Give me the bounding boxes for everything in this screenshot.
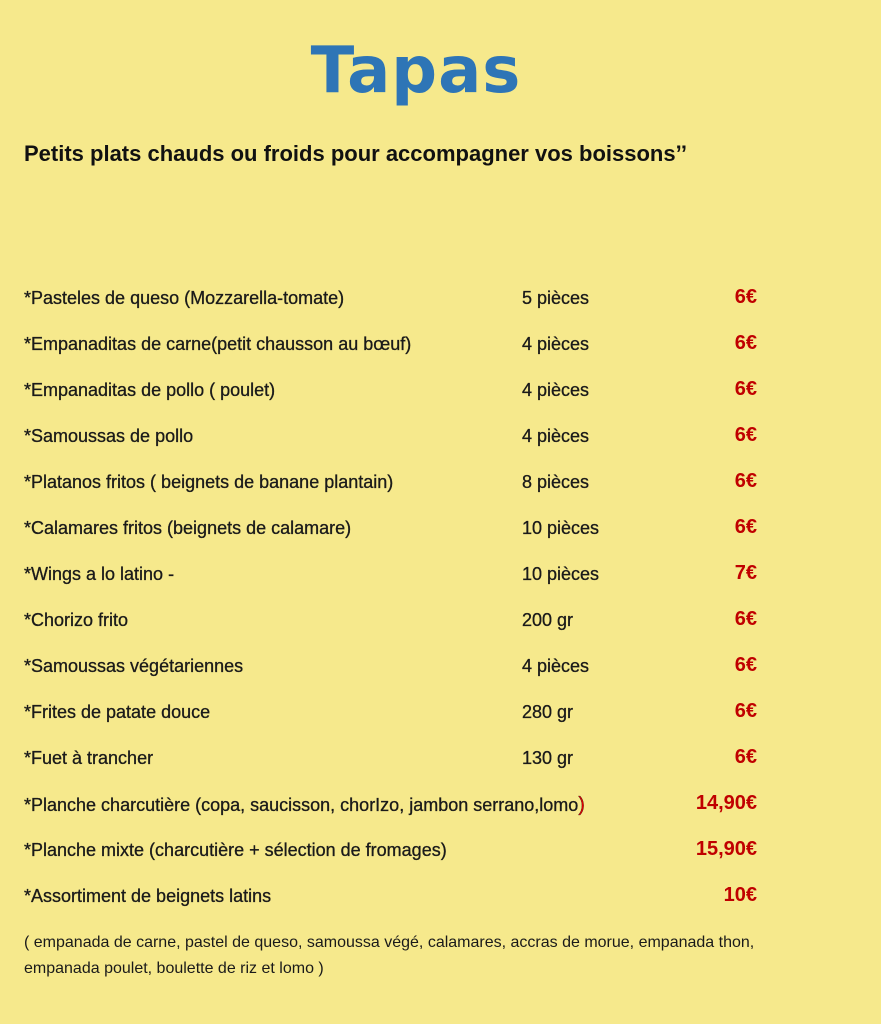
menu-item bbox=[0, 656, 881, 686]
item-price: 15,90€ bbox=[695, 838, 757, 860]
menu-item bbox=[0, 886, 881, 916]
menu-item bbox=[0, 380, 881, 410]
item-price: 6€ bbox=[734, 286, 757, 308]
item-name-text: *Chorizo frito bbox=[24, 610, 129, 630]
item-name bbox=[24, 748, 153, 769]
item-quantity: 4 pièces bbox=[522, 334, 590, 354]
item-price: 6€ bbox=[734, 516, 757, 538]
item-name-text: *Samoussas de pollo bbox=[24, 426, 194, 446]
item-price: 7€ bbox=[734, 562, 757, 584]
item-name-text: *Empanaditas de carne(petit chausson au bœuf) bbox=[24, 334, 412, 354]
assortment-note: ( empanada de carne, pastel de queso, samoussa végé, calamares, accras de morue, empanada thon, empanada poulet, boulette de riz et lomo ) bbox=[24, 934, 755, 977]
item-name-text: *Calamares fritos (beignets de calamare) bbox=[24, 518, 352, 538]
item-name-text: *Samoussas végétariennes bbox=[24, 656, 244, 676]
menu-item bbox=[0, 564, 881, 594]
menu-item bbox=[0, 288, 881, 318]
item-quantity: 130 gr bbox=[522, 748, 574, 768]
item-name-text: *Platanos fritos ( beignets de banane plantain) bbox=[24, 472, 394, 492]
item-price: 6€ bbox=[734, 746, 757, 768]
item-name-suffix: ) bbox=[578, 794, 585, 816]
item-price: 6€ bbox=[734, 700, 757, 722]
menu-item bbox=[0, 748, 881, 778]
item-name bbox=[24, 518, 351, 539]
item-quantity: 4 pièces bbox=[522, 426, 590, 446]
item-name bbox=[24, 380, 275, 401]
menu-item bbox=[0, 702, 881, 732]
menu-item bbox=[0, 840, 881, 870]
item-name-text: *Frites de patate douce bbox=[24, 702, 211, 722]
item-quantity: 10 pièces bbox=[522, 518, 600, 538]
item-name bbox=[24, 610, 128, 631]
item-name bbox=[24, 794, 585, 817]
menu-item bbox=[0, 794, 881, 824]
item-quantity: 4 pièces bbox=[522, 656, 590, 676]
item-name-text: *Planche mixte (charcutière + sélection de fromages) bbox=[24, 840, 447, 860]
page-title: Tapas bbox=[310, 34, 522, 108]
item-name bbox=[24, 840, 447, 861]
item-quantity: 8 pièces bbox=[522, 472, 590, 492]
item-name-text: *Assortiment de beignets latins bbox=[24, 886, 272, 906]
item-name-text: *Fuet à trancher bbox=[24, 748, 154, 768]
item-name bbox=[24, 564, 174, 585]
item-name bbox=[24, 334, 411, 355]
item-name bbox=[24, 886, 271, 907]
menu-item bbox=[0, 334, 881, 364]
menu-item bbox=[0, 518, 881, 548]
item-price: 6€ bbox=[734, 332, 757, 354]
item-name bbox=[24, 656, 243, 677]
item-name bbox=[24, 288, 344, 309]
item-price: 6€ bbox=[734, 470, 757, 492]
item-quantity: 280 gr bbox=[522, 702, 574, 722]
item-name bbox=[24, 472, 393, 493]
item-price: 6€ bbox=[734, 654, 757, 676]
item-quantity: 5 pièces bbox=[522, 288, 590, 308]
item-name-text: *Wings a lo latino - bbox=[24, 564, 175, 584]
item-price: 6€ bbox=[734, 608, 757, 630]
item-name-text: *Empanaditas de pollo ( poulet) bbox=[24, 380, 276, 400]
item-price: 6€ bbox=[734, 378, 757, 400]
item-name-text: *Planche charcutière (copa, saucisson, chorIzo, jambon serrano,lomo bbox=[24, 795, 579, 815]
item-quantity: 200 gr bbox=[522, 610, 574, 630]
item-name-text: *Pasteles de queso (Mozzarella-tomate) bbox=[24, 288, 345, 308]
item-quantity: 4 pièces bbox=[522, 380, 590, 400]
item-name bbox=[24, 702, 210, 723]
menu-item bbox=[0, 426, 881, 456]
menu-item bbox=[0, 610, 881, 640]
subtitle: Petits plats chauds ou froids pour accompagner vos boissons’’ bbox=[24, 141, 687, 166]
menu-item bbox=[0, 472, 881, 502]
item-quantity: 10 pièces bbox=[522, 564, 600, 584]
item-name bbox=[24, 426, 193, 447]
item-price: 10€ bbox=[723, 884, 757, 906]
item-price: 6€ bbox=[734, 424, 757, 446]
item-price: 14,90€ bbox=[695, 792, 757, 814]
